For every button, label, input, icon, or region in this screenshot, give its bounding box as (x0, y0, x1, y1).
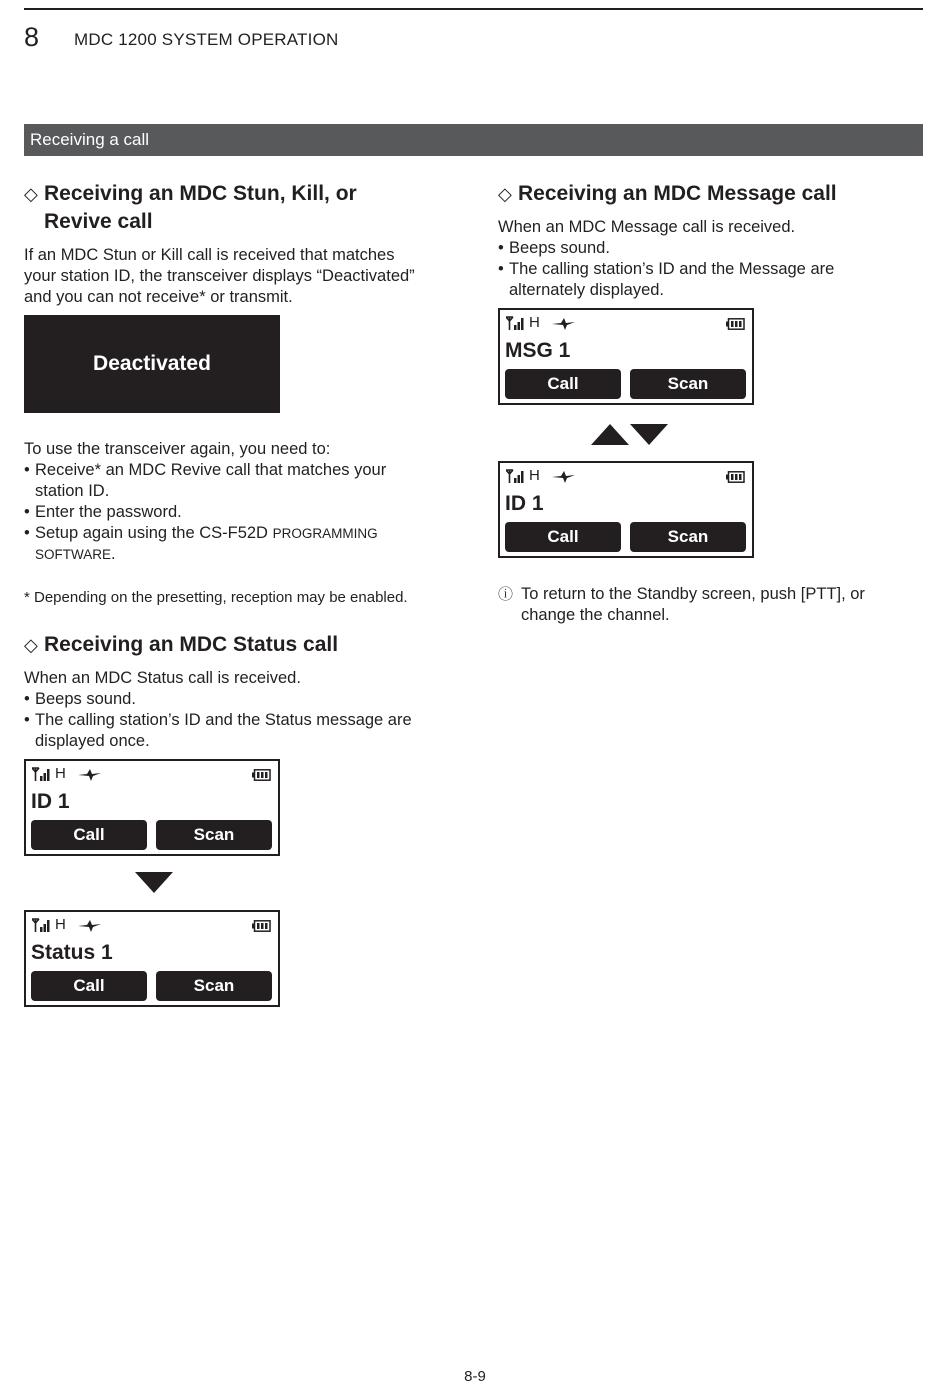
list-item (498, 238, 918, 259)
arrow-up-icon (591, 424, 629, 445)
section-bar (24, 124, 923, 156)
list-item-text: alternately displayed. (509, 281, 665, 299)
list-item-text: • Beeps sound. (35, 690, 136, 708)
lcd-screen-status (24, 910, 280, 1007)
again-list (24, 460, 464, 565)
message-heading-text: Receiving an MDC Message call (518, 182, 837, 205)
info-icon: ⓘ (498, 586, 514, 603)
status-heading-text: Receiving an MDC Status call (44, 633, 339, 656)
status-row (506, 469, 746, 485)
list-item-text: displayed once. (35, 732, 150, 750)
list-item (24, 502, 464, 523)
status-row (32, 918, 272, 934)
list-item (24, 523, 464, 565)
software-name: SOFTWARE (35, 547, 111, 562)
power-indicator: H (55, 916, 66, 933)
scan-button[interactable]: Scan (630, 522, 746, 552)
bird-icon (78, 919, 102, 933)
list-item-text: • The calling station’s ID and the Message are (509, 260, 835, 278)
list-item (24, 710, 464, 752)
footnote: * Depending on the presetting, reception may be enabled. (24, 589, 408, 606)
scan-button[interactable]: Scan (156, 820, 272, 850)
arrow-down-icon (135, 872, 173, 893)
message-intro: When an MDC Message call is received. (498, 218, 796, 236)
chapter-number: 8 (24, 22, 40, 52)
diamond-icon: ◇ (498, 184, 512, 204)
stun-intro-line: your station ID, the transceiver displays “Deactivated” (24, 267, 415, 285)
header-rule (24, 8, 923, 10)
display-text: Status 1 (31, 941, 113, 964)
bird-icon (552, 470, 576, 484)
lcd-screen-id (24, 759, 280, 856)
signal-strength-icon (506, 316, 525, 331)
battery-icon (252, 769, 271, 781)
signal-strength-icon (32, 918, 51, 933)
note-text: change the channel. (521, 606, 670, 624)
display-text: ID 1 (31, 790, 70, 813)
list-item-text: . (111, 545, 116, 563)
call-button[interactable]: Call (505, 369, 621, 399)
stun-heading-line2: Revive call (44, 210, 153, 233)
scan-button[interactable]: Scan (630, 369, 746, 399)
status-intro: When an MDC Status call is received. (24, 669, 301, 687)
bird-icon (552, 317, 576, 331)
display-text: ID 1 (505, 492, 544, 515)
call-button[interactable]: Call (31, 820, 147, 850)
message-heading (498, 180, 918, 208)
battery-icon (726, 471, 745, 483)
power-indicator: H (529, 467, 540, 484)
list-item-text: • Beeps sound. (509, 239, 610, 257)
chapter-title: MDC 1200 SYSTEM OPERATION (74, 30, 339, 49)
page-number: 8-9 (464, 1368, 486, 1385)
again-lead: To use the transceiver again, you need to: (24, 440, 331, 458)
call-button[interactable]: Call (31, 971, 147, 1001)
bird-icon (78, 768, 102, 782)
section-title: Receiving a call (30, 130, 150, 149)
power-indicator: H (529, 314, 540, 331)
stun-intro-line: If an MDC Stun or Kill call is received that matches (24, 246, 395, 264)
display-text: MSG 1 (505, 339, 571, 362)
list-item-text: • The calling station’s ID and the Status message are (35, 711, 412, 729)
status-row (32, 767, 272, 783)
software-name: PROGRAMMING (272, 526, 378, 541)
power-indicator: H (55, 765, 66, 782)
list-item-text: station ID. (35, 482, 110, 500)
diamond-icon: ◇ (24, 184, 38, 204)
list-item-text: • Enter the password. (35, 503, 182, 521)
status-list (24, 689, 464, 752)
stun-intro (24, 245, 464, 308)
stun-intro-line: and you can not receive* or transmit. (24, 288, 293, 306)
status-row (506, 316, 746, 332)
note-text: To return to the Standby screen, push [PTT], or (521, 585, 865, 603)
arrow-down-icon (630, 424, 668, 445)
scan-button[interactable]: Scan (156, 971, 272, 1001)
signal-strength-icon (506, 469, 525, 484)
message-list (498, 238, 918, 301)
battery-icon (252, 920, 271, 932)
standby-note (498, 584, 918, 626)
lcd-screen-id (498, 461, 754, 558)
diamond-icon: ◇ (24, 635, 38, 655)
stun-heading-line1: Receiving an MDC Stun, Kill, or (44, 182, 357, 205)
deactivated-screen (24, 315, 280, 413)
list-item-text: Setup again using the CS-F52D (35, 524, 273, 542)
list-item (24, 460, 464, 502)
call-button[interactable]: Call (505, 522, 621, 552)
signal-strength-icon (32, 767, 51, 782)
list-item (24, 689, 464, 710)
status-heading (24, 631, 464, 659)
lcd-screen-msg (498, 308, 754, 405)
stun-heading (24, 180, 454, 236)
deactivated-text: Deactivated (93, 352, 211, 375)
list-item (498, 259, 918, 301)
battery-icon (726, 318, 745, 330)
list-item-text: • Receive* an MDC Revive call that matches your (35, 461, 387, 479)
